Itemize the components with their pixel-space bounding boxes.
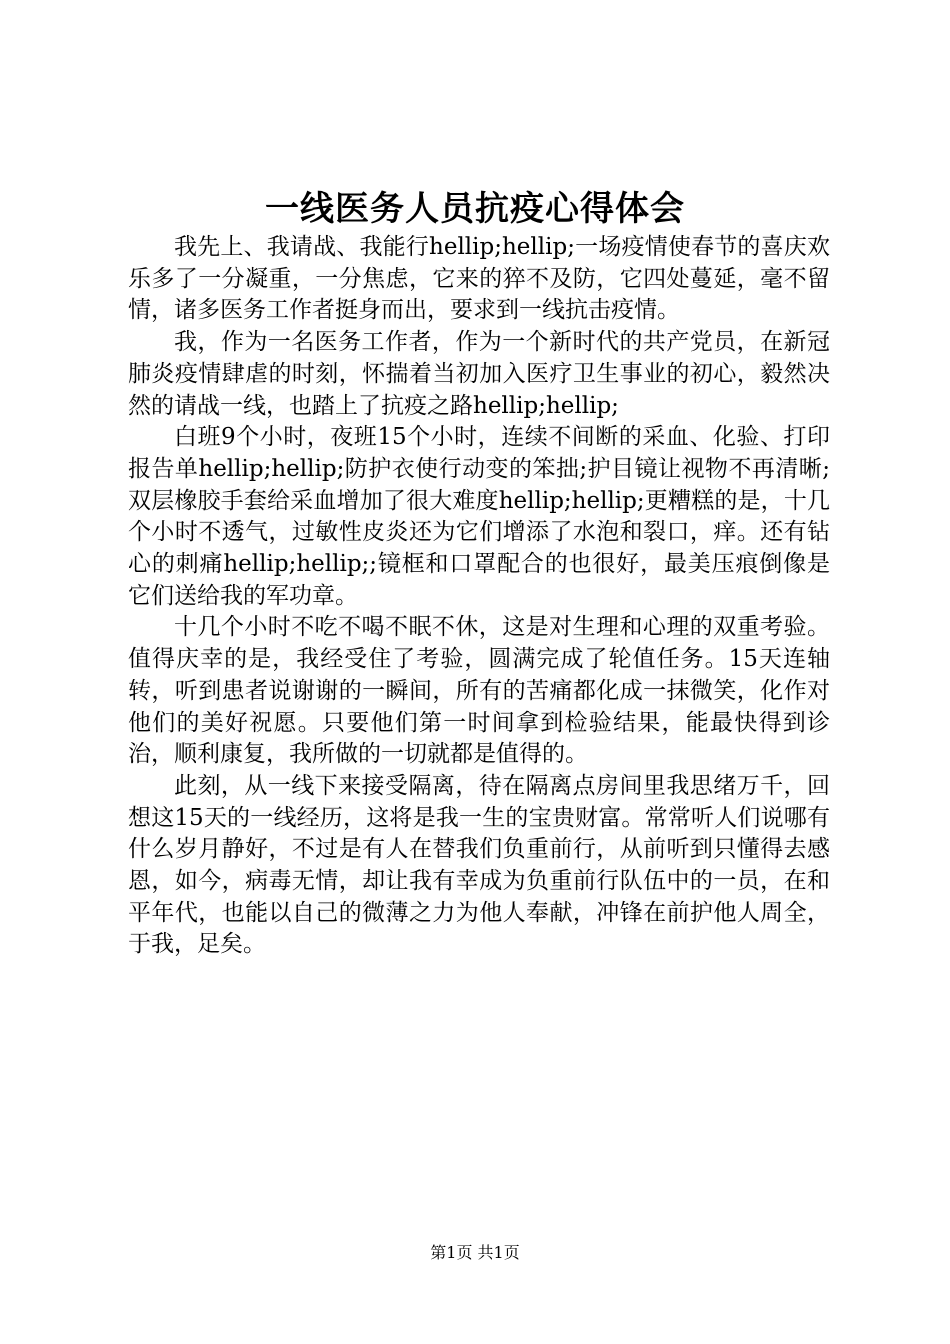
paragraph-3: 白班9个小时，夜班15个小时，连续不间断的采血、化验、打印报告单hellip;hellip;防护衣使行动变的笨拙;护目镜让视物不再清晰;双层橡胶手套给采血增加了很大难度hellip;hellip;更糟糕的是，十几个小时不透气，过敏性皮炎还为它们增添了水泡和裂口，痒。还有钻心的刺痛hellip;hellip;;镜框和口罩配合的也很好，最美压痕倒像是它们送给我的军功章。 — [128, 424, 830, 609]
document-title: 一线医务人员抗疫心得体会 — [265, 189, 685, 229]
paragraph-5: 此刻，从一线下来接受隔离，待在隔离点房间里我思绪万千，回想这15天的一线经历，这将是我一生的宝贵财富。常常听人们说哪有什么岁月静好，不过是有人在替我们负重前行，从前听到只懂得去感恩，如今，病毒无情，却让我有幸成为负重前行队伍中的一员，在和平年代，也能以自己的微薄之力为他人奉献，冲锋在前护他人周全，于我，足矣。 — [128, 772, 830, 958]
document-body — [128, 232, 830, 961]
paragraph-4: 十几个小时不吃不喝不眠不休，这是对生理和心理的双重考验。值得庆幸的是，我经受住了考验，圆满完成了轮值任务。15天连轴转，听到患者说谢谢的一瞬间，所有的苦痛都化成一抹微笑，化作对他们的美好祝愿。只要他们第一时间拿到检验结果，能最快得到诊治，顺利康复，我所做的一切就都是值得的。 — [128, 614, 830, 768]
paragraph-2: 我，作为一名医务工作者，作为一个新时代的共产党员，在新冠肺炎疫情肆虐的时刻，怀揣着当初加入医疗卫生事业的初心，毅然决然的请战一线，也踏上了抗疫之路hellip;hellip; — [128, 329, 830, 419]
page-footer: 第1页 共1页 — [430, 1243, 520, 1262]
paragraph-1: 我先上、我请战、我能行hellip;hellip;一场疫情使春节的喜庆欢乐多了一分凝重，一分焦虑，它来的猝不及防，它四处蔓延，毫不留情，诸多医务工作者挺身而出，要求到一线抗击疫情。 — [128, 234, 830, 324]
